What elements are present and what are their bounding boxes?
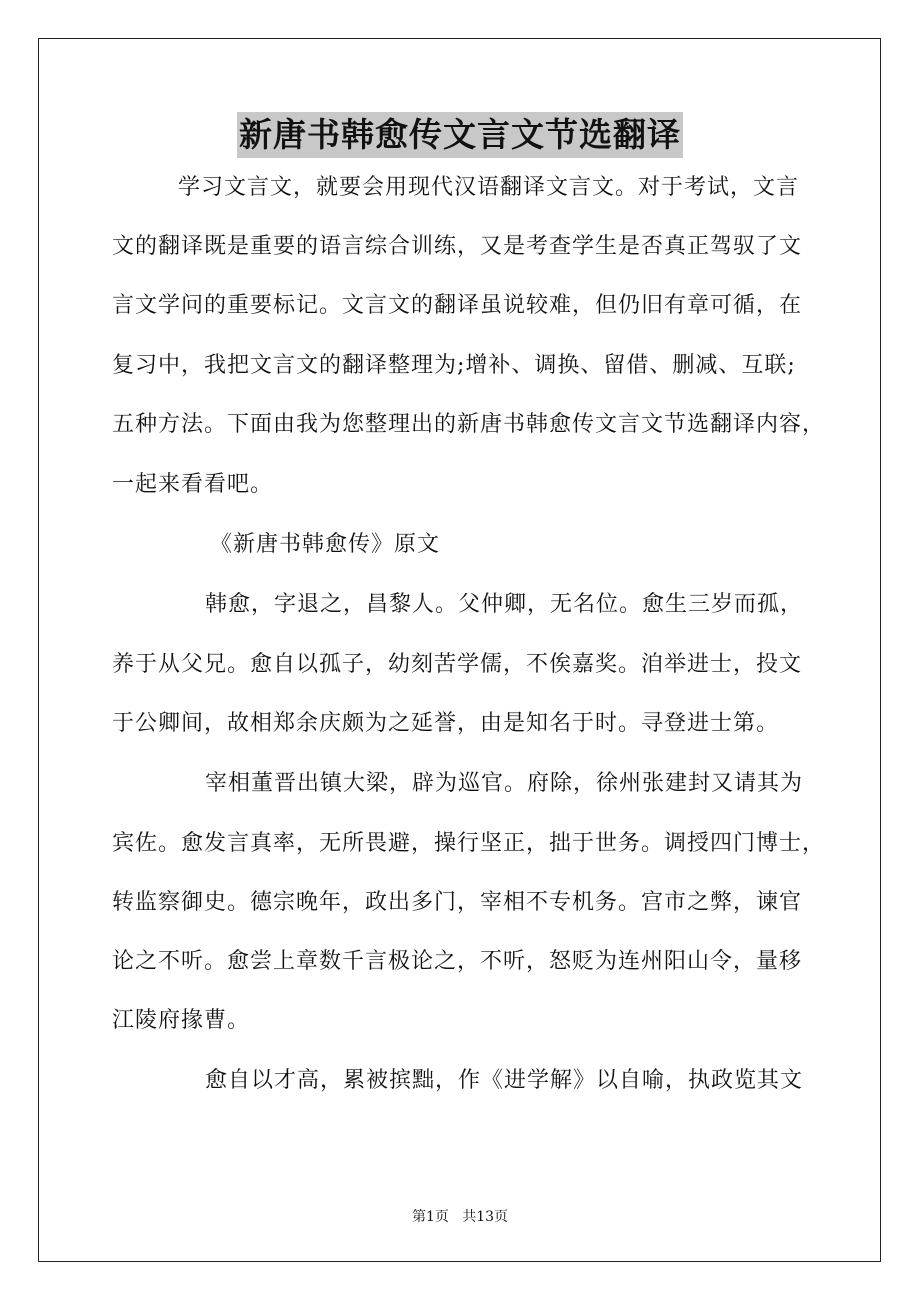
text-line: 学习文言文，就要会用现代汉语翻译文言文。对于考试，文言 <box>178 175 800 200</box>
text-line: 文的翻译既是重要的语言综合训练，又是考查学生是否真正驾驭了文 <box>112 234 803 259</box>
text-line: 于公卿间，故相郑余庆颇为之延誉，由是知名于时。寻登进士第。 <box>112 711 780 736</box>
document-title: 新唐书韩愈传文言文节选翻译 <box>237 112 683 158</box>
document-title-wrap <box>0 112 920 158</box>
text-line: 宾佐。愈发言真率，无所畏避，操行坚正，拙于世务。调授四门博士， <box>112 831 826 856</box>
text-line: 江陵府掾曹。 <box>112 1008 251 1033</box>
text-line: 宰相董晋出镇大梁，辟为巡官。府除，徐州张建封又请其为 <box>205 771 804 796</box>
text-line: 转监察御史。德宗晚年，政出多门，宰相不专机务。宫市之弊，谏官 <box>112 890 803 915</box>
section-heading: 《新唐书韩愈传》原文 <box>210 532 441 557</box>
text-line: 言文学问的重要标记。文言文的翻译虽说较难，但仍旧有章可循，在 <box>112 293 803 318</box>
text-line: 愈自以才高，累被摈黜，作《进学解》以自喻，执政览其文 <box>205 1068 804 1093</box>
text-line: 一起来看看吧。 <box>112 472 274 497</box>
text-line: 养于从父兄。愈自以孤子，幼刻苦学儒，不俟嘉奖。洎举进士，投文 <box>112 652 803 677</box>
text-line: 论之不听。愈尝上章数千言极论之，不听，怒贬为连州阳山令，量移 <box>112 949 803 974</box>
text-line: 五种方法。下面由我为您整理出的新唐书韩愈传文言文节选翻译内容， <box>112 412 826 437</box>
page-footer: 第1页 共13页 <box>411 1209 509 1225</box>
text-line: 复习中，我把文言文的翻译整理为;增补、调换、留借、删减、互联; <box>112 353 796 378</box>
text-line: 韩愈，字退之，昌黎人。父仲卿，无名位。愈生三岁而孤， <box>205 592 804 617</box>
